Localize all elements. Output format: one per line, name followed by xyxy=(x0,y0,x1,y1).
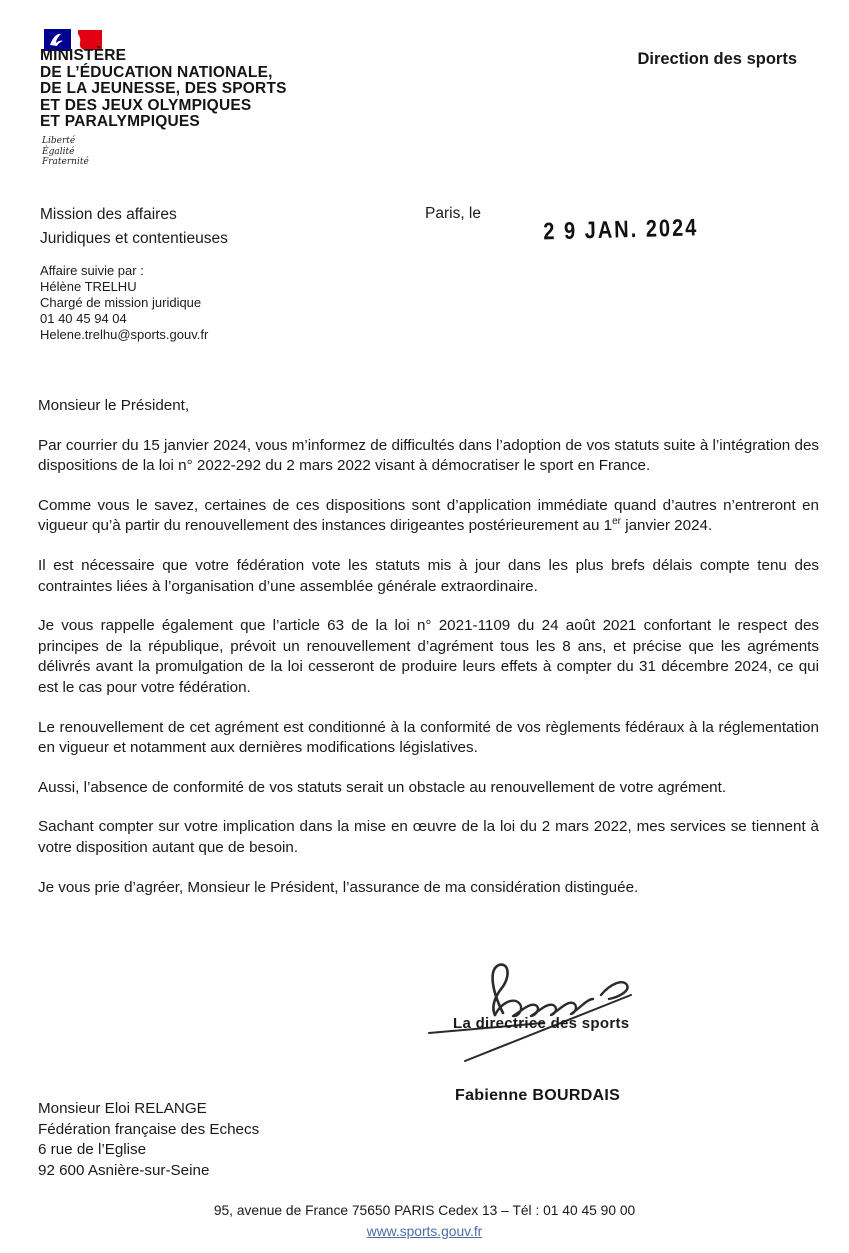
recipient-line: Monsieur Eloi RELANGE xyxy=(38,1100,207,1117)
issuing-service-line: Juridiques et contentieuses xyxy=(40,230,228,247)
motto-line: Égalité xyxy=(42,146,75,157)
ministry-line: DE LA JEUNESSE, DES SPORTS xyxy=(40,80,287,97)
signature-block xyxy=(425,955,660,1073)
ministry-name xyxy=(40,48,287,131)
date-stamp: 2 9 JAN. 2024 xyxy=(543,214,699,246)
ministry-line: ET DES JEUX OLYMPIQUES xyxy=(40,96,252,114)
website-link[interactable]: www.sports.gouv.fr xyxy=(366,1224,483,1239)
paragraph-6: Aussi, l’absence de conformité de vos statuts serait un obstacle au renouvellement de votre agrément. xyxy=(38,778,727,796)
issuing-service xyxy=(40,203,228,251)
place-and-date-label: Paris, le xyxy=(425,205,481,222)
ministry-line: DE L’ÉDUCATION NATIONALE, xyxy=(40,63,273,81)
paragraph-3: Il est nécessaire que votre fédération vote les statuts mis à jour dans les plus brefs délais compte tenu des contraintes liées à l’organisation d’une assemblée générale extraordinaire. xyxy=(38,556,819,595)
footer-address: 95, avenue de France 75650 PARIS Cedex 13 – Tél : 01 40 45 90 00 xyxy=(213,1203,636,1218)
salutation: Monsieur le Président, xyxy=(38,397,190,414)
contact-label: Affaire suivie par : xyxy=(40,263,144,278)
contact-role: Chargé de mission juridique xyxy=(40,295,202,310)
paragraph-4: Je vous rappelle également que l’article 63 de la loi n° 2021-1109 du 24 août 2021 confortant le respect des principes de la république, prévoit un renouvellement d’agrément tous les 8 ans, et précise que les agréments délivrés avant la promulgation de la loi cesseront de produire leurs effets à compter du 31 décembre 2024, ce qui est le cas pour votre fédération. xyxy=(38,617,819,696)
paragraph-1: Par courrier du 15 janvier 2024, vous m’informez de difficultés dans l’adoption de vos statuts suite à l’intégration des dispositions de la loi n° 2022-292 du 2 mars 2022 visant à démocratiser le sport en France. xyxy=(38,436,819,475)
letter-footer xyxy=(0,1200,849,1242)
paragraph-2-text: janvier 2024. xyxy=(621,517,713,535)
handwritten-signature-icon xyxy=(425,955,660,1073)
republic-motto xyxy=(42,136,89,168)
recipient-line: Fédération française des Echecs xyxy=(38,1120,260,1138)
closing-formula: Je vous prie d’agréer, Monsieur le Président, l’assurance de ma considération distinguée. xyxy=(38,878,639,896)
contact-email: Helene.trelhu@sports.gouv.fr xyxy=(40,327,209,342)
ordinal-superscript: er xyxy=(612,516,621,528)
ministry-line: MINISTÈRE xyxy=(40,47,127,64)
recipient-address xyxy=(38,1099,259,1181)
contact-phone: 01 40 45 94 04 xyxy=(40,311,127,326)
department-title: Direction des sports xyxy=(637,50,797,68)
paragraph-2-text: Comme vous le savez, certaines de ces dispositions sont d’application immédiate quand d’autres n’entreront en vigueur qu’à partir du renouvellement des instances dirigeantes postérieurement au 1 xyxy=(38,496,819,535)
signatory-title: La directrice des sports xyxy=(453,1015,630,1032)
issuing-service-line: Mission des affaires xyxy=(40,206,177,223)
recipient-line: 6 rue de l’Eglise xyxy=(38,1141,147,1158)
letter-body xyxy=(38,396,819,917)
paragraph-2 xyxy=(38,496,819,537)
paragraph-5: Le renouvellement de cet agrément est conditionné à la conformité de vos règlements fédéraux à la réglementation en vigueur et notamment aux dernières modifications législatives. xyxy=(38,718,819,757)
paragraph-7: Sachant compter sur votre implication dans la mise en œuvre de la loi du 2 mars 2022, mes services se tiennent à votre disposition autant que de besoin. xyxy=(38,818,819,856)
motto-line: Liberté xyxy=(42,136,76,146)
signatory-name: Fabienne BOURDAIS xyxy=(455,1087,621,1104)
contact-block xyxy=(40,263,208,343)
motto-line: Fraternité xyxy=(42,157,89,167)
ministry-line: ET PARALYMPIQUES xyxy=(40,113,200,130)
recipient-line: 92 600 Asnière-sur-Seine xyxy=(38,1161,210,1179)
contact-name: Hélène TRELHU xyxy=(40,279,137,294)
